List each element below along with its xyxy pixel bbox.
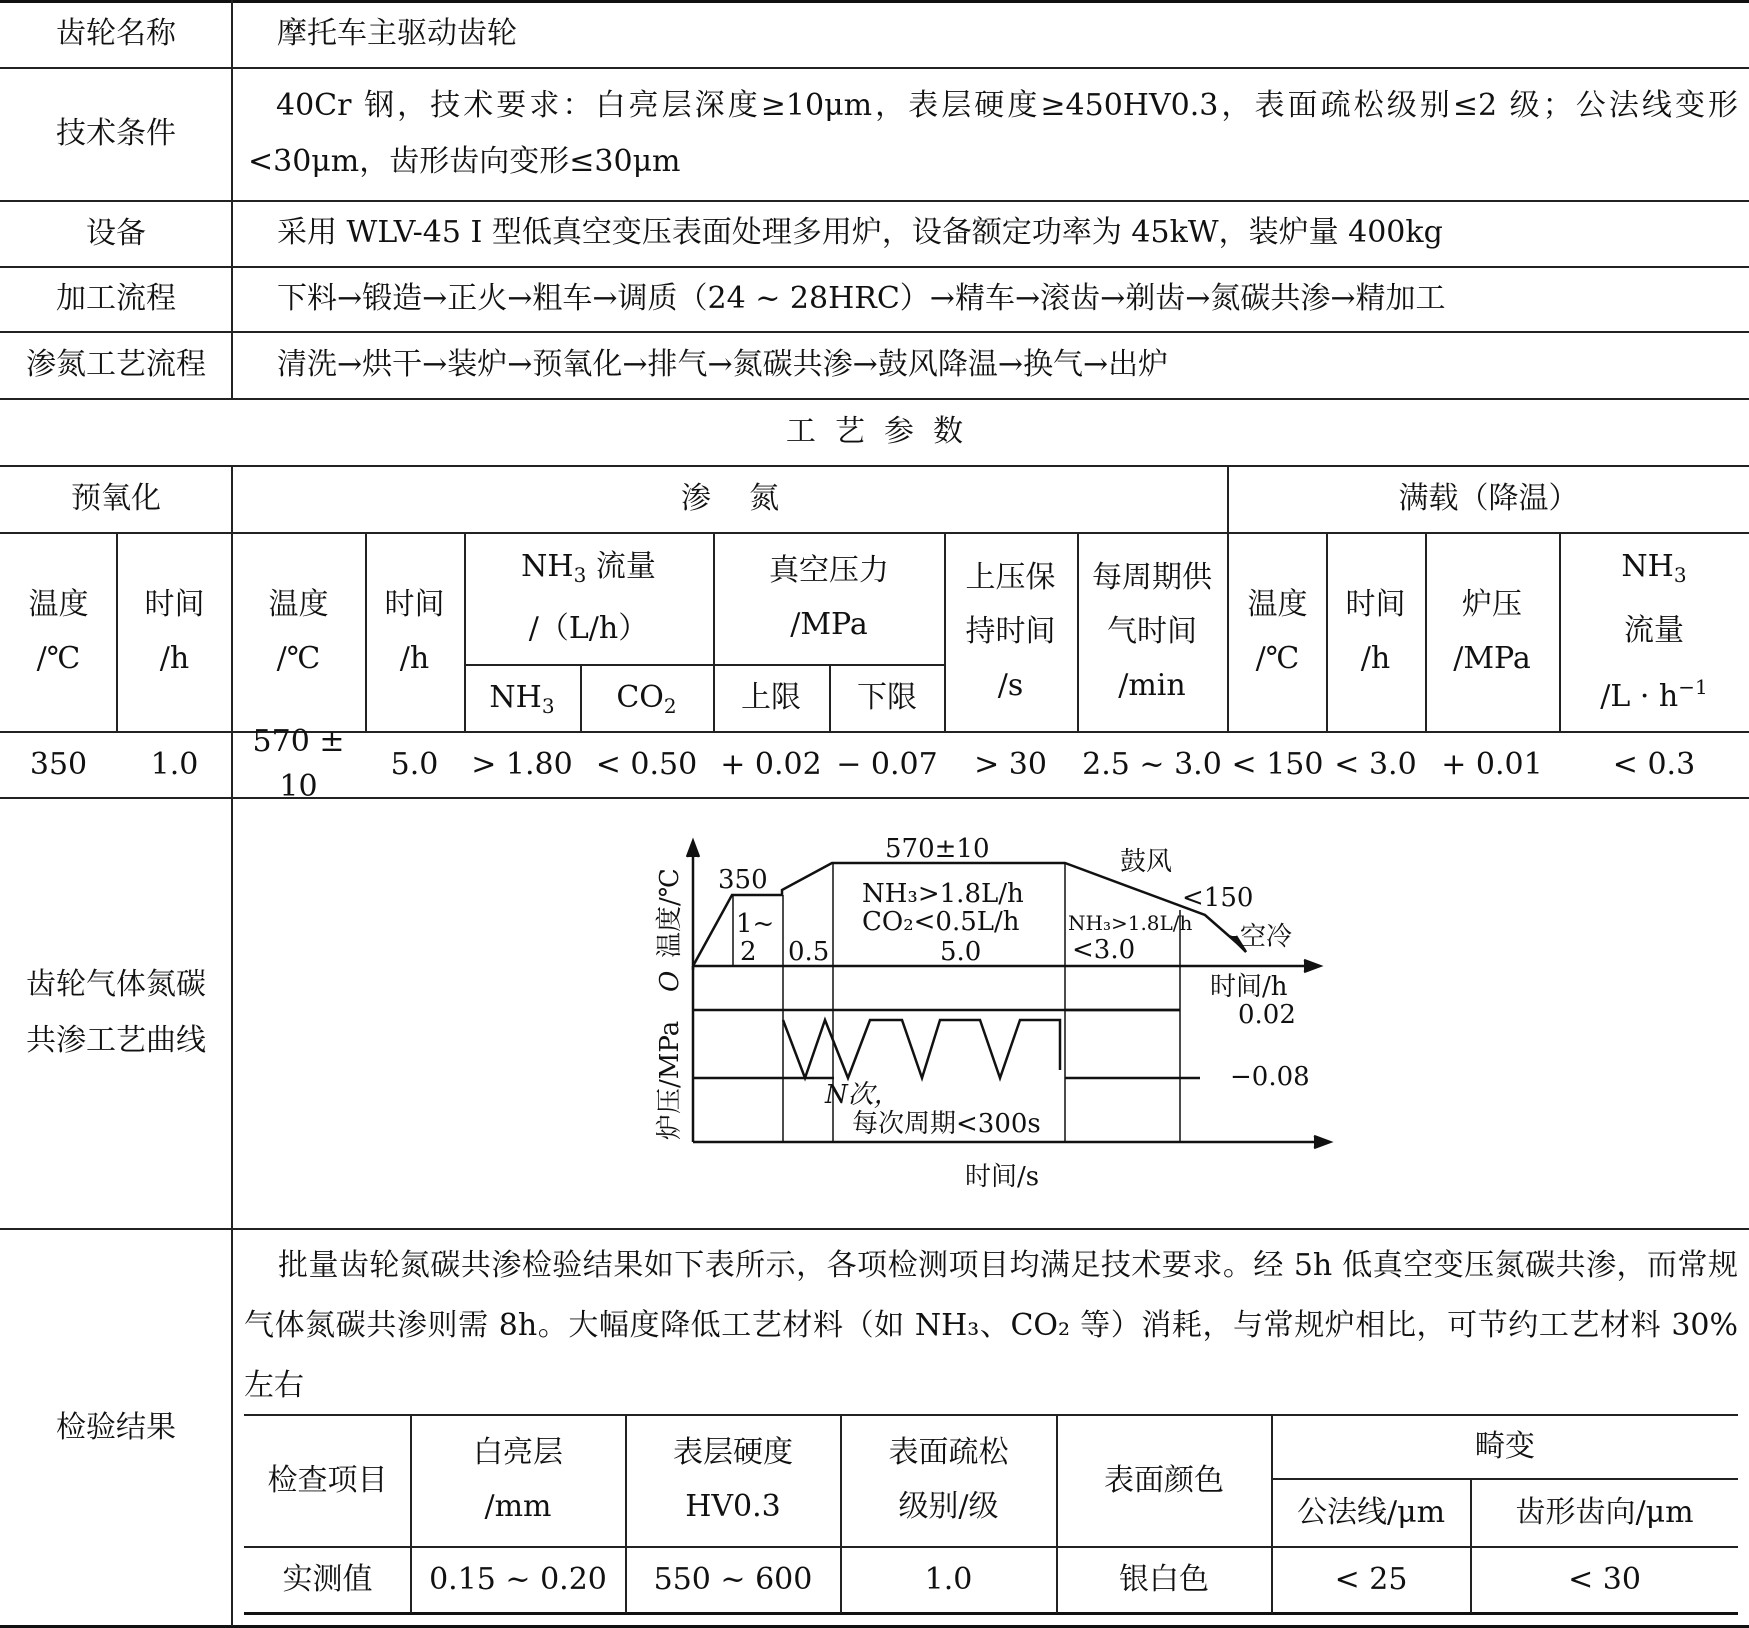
label-ntimes: N次， bbox=[825, 1080, 900, 1110]
val-surface-hardness: 550 ~ 600 bbox=[653, 1561, 813, 1597]
hdr-surface-color: 表面颜色 bbox=[1104, 1462, 1224, 1498]
hdr-inspection-item: 检查项目 bbox=[267, 1462, 388, 1498]
val-upper: + 0.02 bbox=[720, 746, 822, 782]
hdr-distortion: 畸变 bbox=[1475, 1428, 1535, 1464]
label-process-flow: 加工流程 bbox=[56, 281, 176, 316]
label-p002: 0.02 bbox=[1238, 1000, 1296, 1030]
hdr-hold-time: 上压保 持时间 /s bbox=[965, 560, 1056, 703]
val-nit-time: 5.0 bbox=[390, 746, 439, 782]
hdr-fl-temp: 温度 /℃ bbox=[1247, 587, 1308, 676]
label-570: 570±10 bbox=[885, 834, 990, 864]
label-temp-axis: 温度/℃ bbox=[655, 868, 685, 958]
value-equipment: 采用 WLV-45 Ⅰ 型低真空变压表面处理多用炉，设备额定功率为 45kW，装炉量 400kg bbox=[277, 215, 1443, 250]
hdr-pre-temp: 温度 /℃ bbox=[28, 587, 89, 676]
hdr-normal-line: 公法线/μm bbox=[1296, 1495, 1446, 1530]
val-pre-time: 1.0 bbox=[150, 746, 199, 782]
process-curve-diagram bbox=[640, 830, 1340, 1200]
group-full-load: 满载（降温） bbox=[1398, 481, 1579, 516]
label-dur05: 0.5 bbox=[788, 937, 830, 967]
val-white-layer: 0.15 ~ 0.20 bbox=[429, 1561, 607, 1597]
label-pressure-axis: 炉压/MPa bbox=[655, 1020, 685, 1140]
label-350: 350 bbox=[718, 865, 768, 895]
label-pressure-axis-alt: O bbox=[655, 970, 685, 992]
hdr-fl-pressure: 炉压 /MPa bbox=[1453, 587, 1531, 676]
time-s-axis-arrow bbox=[1314, 1136, 1330, 1148]
hdr-pre-time: 时间 /h bbox=[144, 587, 205, 676]
val-measured-label: 实测值 bbox=[282, 1561, 373, 1597]
hdr-tooth-profile: 齿形齿向/μm bbox=[1515, 1495, 1694, 1530]
value-tech-conditions: 40Cr 钢，技术要求：白亮层深度≥10μm，表层硬度≥450HV0.3，表面疏松级别≤2 级；公法线变形<30μm，齿形齿向变形≤30μm bbox=[248, 88, 1738, 179]
val-surface-color: 银白色 bbox=[1119, 1561, 1209, 1597]
hdr-nh3: $NH_3$ bbox=[489, 679, 555, 718]
val-lower: − 0.07 bbox=[836, 746, 938, 782]
label-time-s: 时间/s bbox=[965, 1162, 1040, 1192]
results-paragraph: 批量齿轮氮碳共渗检验结果如下表所示，各项检测项目均满足技术要求。经 5h 低真空变压氮碳共渗，而常规气体氮碳共渗则需 8h。大幅度降低工艺材料（如 NH₃、CO₂ 等）消耗，与常规炉相比，可节约工艺材料 30% 左右 bbox=[244, 1248, 1738, 1403]
params-title: 工 艺 参 数 bbox=[785, 414, 964, 449]
val-fl-temp: < 150 bbox=[1231, 746, 1324, 782]
label-co2-a: CO₂<0.5L/h bbox=[862, 907, 1020, 937]
group-nitriding: 渗 氮 bbox=[680, 481, 780, 516]
label-nitriding-flow: 渗氮工艺流程 bbox=[26, 347, 206, 382]
val-fl-nh3: < 0.3 bbox=[1612, 746, 1696, 782]
value-process-flow: 下料→锻造→正火→粗车→调质（24 ~ 28HRC）→精车→滚齿→剃齿→氮碳共渗→精加工 bbox=[277, 280, 1446, 316]
label-process-curve: 齿轮气体氮碳共渗工艺曲线 bbox=[26, 966, 206, 1058]
hdr-nh3-flow: $NH_3$ 流量 /（L/h） bbox=[521, 549, 656, 646]
label-period: 每次周期<300s bbox=[852, 1109, 1041, 1139]
val-supply: 2.5 ~ 3.0 bbox=[1082, 746, 1222, 782]
val-porosity: 1.0 bbox=[924, 1561, 973, 1597]
time-h-axis-arrow bbox=[1304, 960, 1320, 972]
hdr-surface-hardness: 表层硬度 HV0.3 bbox=[673, 1435, 793, 1524]
label-equipment: 设备 bbox=[86, 215, 146, 251]
label-nh3-a: NH₃>1.8L/h bbox=[862, 879, 1024, 909]
label-gear-name: 齿轮名称 bbox=[56, 16, 176, 51]
pressure-cycle-curve bbox=[783, 1020, 1060, 1078]
val-fl-pressure: + 0.01 bbox=[1441, 746, 1543, 782]
label-lt150: <150 bbox=[1182, 883, 1254, 913]
hdr-vacuum-pressure: 真空压力 /MPa bbox=[769, 553, 889, 642]
val-fl-time: < 3.0 bbox=[1334, 746, 1417, 782]
label-aircool: 空冷 bbox=[1240, 922, 1293, 952]
hdr-white-layer: 白亮层 /mm bbox=[473, 1435, 563, 1524]
val-normal-line: < 25 bbox=[1334, 1561, 1408, 1597]
val-tooth-profile: < 30 bbox=[1568, 1561, 1641, 1597]
label-nh3-b: NH₃>1.8L/h bbox=[1068, 911, 1193, 935]
hdr-supply-time: 每周期供 气时间 /min bbox=[1092, 560, 1212, 703]
value-nitriding-flow: 清洗→烘干→装炉→预氧化→排气→氮碳共渗→鼓风降温→换气→出炉 bbox=[277, 346, 1169, 382]
val-nit-temp: 570 ± 10 bbox=[252, 724, 345, 804]
hdr-lower-limit: 下限 bbox=[857, 680, 917, 715]
label-dur5: 5.0 bbox=[940, 937, 982, 967]
label-dur12a: 1~ bbox=[736, 909, 775, 939]
label-p008: −0.08 bbox=[1230, 1062, 1310, 1092]
hdr-fl-time: 时间 /h bbox=[1345, 587, 1406, 676]
hdr-fl-nh3-flow: $NH_3$ 流量 $/L \cdot h^{-1}$ bbox=[1600, 549, 1708, 714]
label-lt3: <3.0 bbox=[1072, 935, 1136, 965]
hdr-porosity: 表面疏松 级别/级 bbox=[888, 1435, 1009, 1524]
label-blow: 鼓风 bbox=[1120, 847, 1173, 877]
val-hold: > 30 bbox=[974, 746, 1047, 782]
val-nh3: > 1.80 bbox=[471, 746, 573, 782]
hdr-nit-temp: 温度 /℃ bbox=[268, 587, 329, 676]
val-co2: < 0.50 bbox=[595, 746, 698, 782]
hdr-nit-time: 时间 /h bbox=[384, 587, 445, 676]
label-results: 检验结果 bbox=[56, 1409, 176, 1445]
label-dur12b: 2 bbox=[740, 937, 757, 967]
temp-axis-arrow bbox=[687, 841, 699, 857]
val-pre-temp: 350 bbox=[29, 746, 88, 782]
group-preoxidation: 预氧化 bbox=[71, 481, 161, 516]
value-gear-name: 摩托车主驱动齿轮 bbox=[277, 15, 517, 51]
label-time-h: 时间/h bbox=[1210, 972, 1288, 1002]
label-tech-conditions: 技术条件 bbox=[56, 116, 176, 151]
hdr-upper-limit: 上限 bbox=[741, 680, 801, 715]
hdr-co2: $CO_2$ bbox=[616, 679, 677, 718]
